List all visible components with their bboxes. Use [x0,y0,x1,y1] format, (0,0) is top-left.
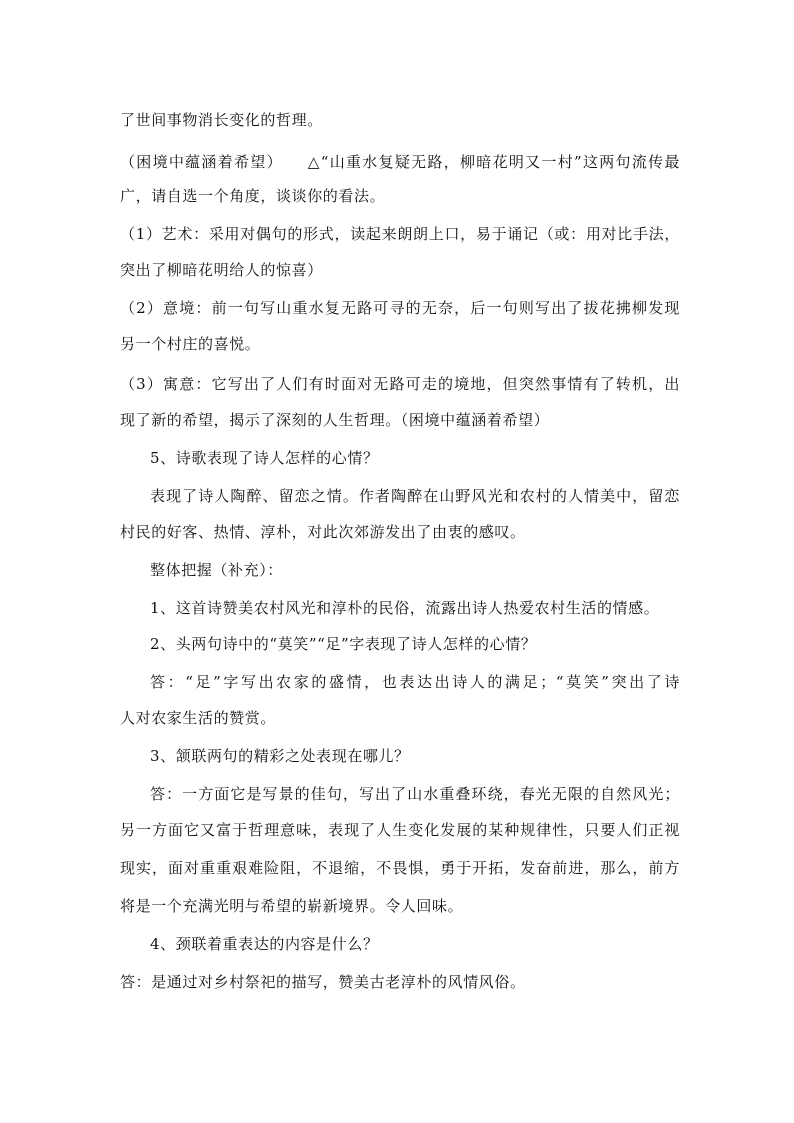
text-line: 另一个村庄的喜悦。 [120,335,261,353]
text-line: （1）艺术：采用对偶句的形式，读起来朗朗上口，易于诵记（或：用对比手法， [120,225,680,243]
section-heading: 整体把握（补充）： [150,561,283,579]
text-line: （3）寓意：它写出了人们有时面对无路可走的境地，但突然事情有了转机，出 [120,375,680,393]
text-line: 将是一个充满光明与希望的崭新境界。令人回味。 [120,897,464,915]
text-line: 了世间事物消长变化的哲理。 [120,111,323,129]
text-line: 突出了柳暗花明给人的惊喜） [120,261,323,279]
text-line: 村民的好客、热情、淳朴，对此次郊游发出了由衷的感叹。 [120,523,526,541]
question-heading: 4、颈联着重表达的内容是什么？ [150,935,379,953]
question-heading: 5、诗歌表现了诗人怎样的心情？ [150,449,379,467]
text-line: 表现了诗人陶醉、留恋之情。作者陶醉在山野风光和农村的人情美中，留恋 [150,487,680,505]
answer-line: 答：是通过对乡村祭祀的描写，赞美古老淳朴的风情风俗。 [120,973,526,991]
text-line: （2）意境：前一句写山重水复无路可寻的无奈，后一句则写出了拔花拂柳发现 [120,299,680,317]
answer-line: 答：一方面它是写景的佳句，写出了山水重叠环绕，春光无限的自然风光； [150,785,680,803]
text-line: （困境中蕴涵着希望） △“山重水复疑无路，柳暗花明又一村”这两句流传最 [120,153,680,171]
text-line: 人对农家生活的赞赏。 [120,709,277,727]
text-line: 广，请自选一个角度，谈谈你的看法。 [120,187,386,205]
question-heading: 3、颔联两句的精彩之处表现在哪儿？ [150,747,410,765]
text-line: 现了新的希望，揭示了深刻的人生哲理。（困境中蕴涵着希望） [120,411,550,429]
text-line: 现实，面对重重艰难险阻，不退缩，不畏惧，勇于开拓，发奋前进，那么，前方 [120,859,680,877]
question-heading: 2、头两句诗中的“莫笑”“足”字表现了诗人怎样的心情？ [150,635,537,653]
text-line: 1、这首诗赞美农村风光和淳朴的民俗，流露出诗人热爱农村生活的情感。 [150,599,660,617]
text-line: 另一方面它又富于哲理意味，表现了人生变化发展的某种规律性，只要人们正视 [120,821,680,839]
answer-line: 答：“足”字写出农家的盛情，也表达出诗人的满足；“莫笑”突出了诗 [150,673,680,691]
